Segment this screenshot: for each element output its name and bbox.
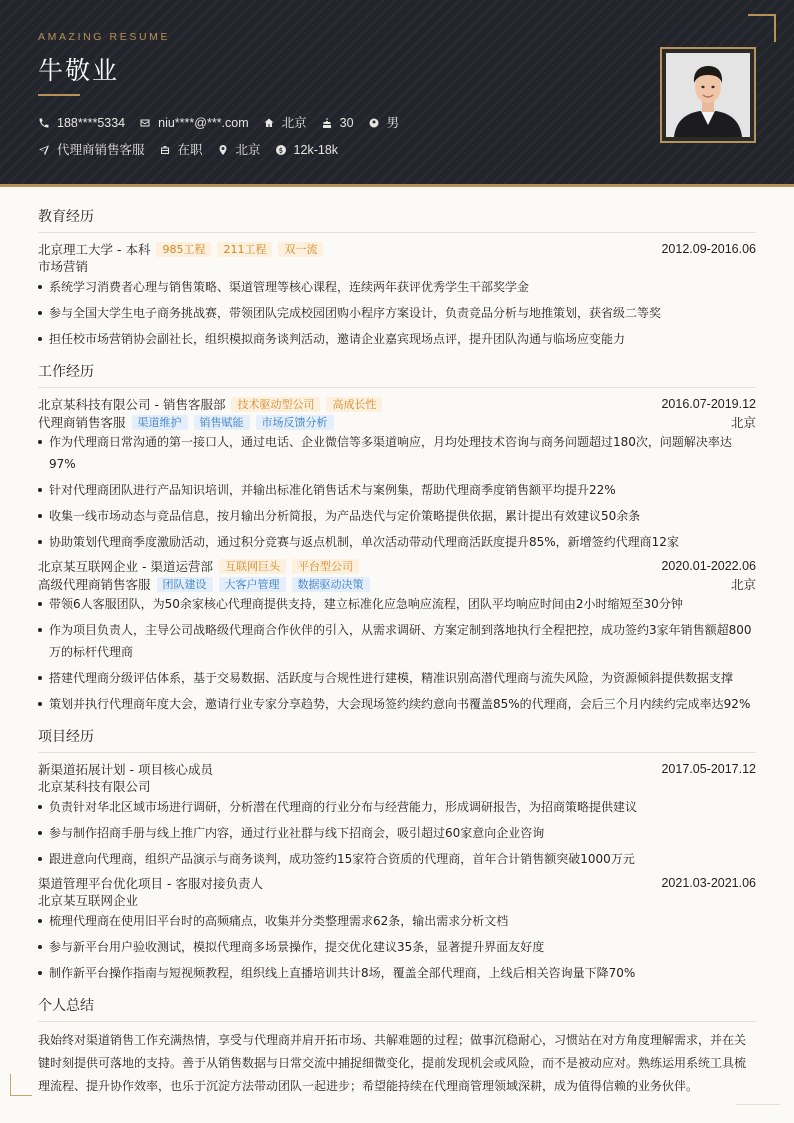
school-name: 北京理工大学 - 本科: [38, 242, 151, 257]
education-section: [38, 206, 756, 350]
skill-tag: 销售赋能: [194, 415, 250, 430]
company-tag: 技术驱动型公司: [231, 397, 320, 412]
list-item: 针对代理商团队进行产品知识培训，并输出标准化销售话术与案例集，帮助代理商季度销售额平均提升22%: [38, 479, 756, 501]
section-title: 项目经历: [38, 726, 756, 753]
entry-header: [38, 395, 756, 413]
profile-photo: [666, 53, 750, 137]
project-entry: [38, 760, 756, 870]
list-item: 跟进意向代理商，组织产品演示与商务谈判，成功签约15家符合资质的代理商，首年合计销售额突破1000万元: [38, 848, 756, 870]
candidate-name: 牛敬业: [38, 56, 120, 85]
date-range: 2012.09-2016.06: [661, 242, 756, 256]
city-text: 北京: [281, 116, 307, 130]
project-org: 北京某互联网企业: [38, 893, 139, 908]
section-title: 教育经历: [38, 206, 756, 233]
age-item: [321, 115, 354, 131]
send-icon: [38, 144, 50, 156]
profile-photo-frame: [660, 47, 756, 143]
phone-icon: [38, 117, 50, 129]
bullet-list: [38, 593, 756, 715]
list-item: 带领6人客服团队，为50余家核心代理商提供支持，建立标准化应急响应流程，团队平均响应时间由2小时缩短至30分钟: [38, 593, 756, 615]
list-item: 协助策划代理商季度激励活动，通过积分竞赛与返点机制，单次活动带动代理商活跃度提升85%，新增签约代理商12家: [38, 531, 756, 553]
gender-text: 男: [386, 116, 400, 130]
gender-icon: [368, 117, 380, 129]
skill-tag: 渠道维护: [132, 415, 188, 430]
status-item: [159, 142, 203, 158]
skill-tag: 大客户管理: [219, 577, 286, 592]
skill-tag: 市场反馈分析: [256, 415, 334, 430]
list-item: 负责针对华北区域市场进行调研，分析潜在代理商的行业分布与经营能力，形成调研报告，为招商策略提供建议: [38, 796, 756, 818]
date-range: 2016.07-2019.12: [661, 397, 756, 411]
company-tag: 平台型公司: [292, 559, 359, 574]
section-title: 个人总结: [38, 995, 756, 1022]
name-underline: [38, 94, 80, 96]
school-tag: 211工程: [217, 242, 272, 257]
resume-subtitle: AMAZING RESUME: [38, 31, 171, 43]
footer-rule: [736, 1104, 780, 1105]
entry-header: [38, 760, 756, 778]
salary-text: 12k-18k: [293, 143, 339, 157]
entry-header: [38, 557, 756, 575]
position-header: [38, 413, 756, 431]
entry-header: [38, 874, 756, 892]
city-item: [263, 115, 307, 131]
email-text: niu****@***.com: [158, 116, 249, 130]
age-icon: [321, 117, 333, 129]
date-range: 2017.05-2017.12: [661, 762, 756, 776]
project-name: 新渠道拓展计划 - 项目核心成员: [38, 762, 213, 777]
work-location: 北京: [730, 415, 756, 430]
bullet-list: [38, 796, 756, 870]
project-org: 北京某科技有限公司: [38, 779, 151, 794]
projects-section: [38, 726, 756, 984]
resume-body: [38, 206, 756, 1109]
location-icon: [217, 144, 229, 156]
position-name: 高级代理商销售客服: [38, 577, 151, 592]
list-item: 系统学习消费者心理与销售策略、渠道管理等核心课程，连续两年获评优秀学生干部奖学金: [38, 276, 756, 298]
status-text: 在职: [177, 143, 203, 157]
list-item: 收集一线市场动态与竞品信息，按月输出分析简报，为产品迭代与定价策略提供依据，累计提出有效建议50余条: [38, 505, 756, 527]
briefcase-icon: [159, 144, 171, 156]
work-entry: [38, 395, 756, 553]
target-city-text: 北京: [235, 143, 261, 157]
school-tag: 985工程: [156, 242, 211, 257]
list-item: 担任校市场营销协会副社长，组织模拟商务谈判活动，邀请企业嘉宾现场点评，提升团队沟通与临场应变能力: [38, 328, 756, 350]
position-header: [38, 575, 756, 593]
work-location: 北京: [730, 577, 756, 592]
company-name: 北京某科技有限公司 - 销售客服部: [38, 397, 226, 412]
company-tag: 互联网巨头: [219, 559, 286, 574]
target-city-item: [217, 142, 261, 158]
bullet-list: [38, 431, 756, 553]
education-entry: [38, 240, 756, 350]
list-item: 搭建代理商分级评估体系，基于交易数据、活跃度与合规性进行建模，精准识别高潜代理商与流失风险，为资源倾斜提供数据支撑: [38, 667, 756, 689]
skill-tag: 数据驱动决策: [292, 577, 370, 592]
date-range: 2020.01-2022.06: [661, 559, 756, 573]
list-item: 参与全国大学生电子商务挑战赛，带领团队完成校园团购小程序方案设计，负责竞品分析与地推策划，获省级二等奖: [38, 302, 756, 324]
target-job-item: [38, 142, 145, 158]
home-icon: [263, 117, 275, 129]
list-item: 制作新平台操作指南与短视频教程，组织线上直播培训共计8场，覆盖全部代理商，上线后相关咨询量下降70%: [38, 962, 756, 984]
list-item: 参与制作招商手册与线上推广内容，通过行业社群与线下招商会，吸引超过60家意向企业咨询: [38, 822, 756, 844]
email-item: [139, 115, 249, 131]
section-title: 工作经历: [38, 361, 756, 388]
list-item: 策划并执行代理商年度大会，邀请行业专家分享趋势，大会现场签约续约意向书覆盖85%的代理商，会后三个月内续约完成率达92%: [38, 693, 756, 715]
major: 市场营销: [38, 259, 89, 274]
age-text: 30: [339, 116, 354, 130]
corner-decoration: [10, 1074, 32, 1096]
gender-item: [368, 115, 400, 131]
work-entry: [38, 557, 756, 715]
company-name: 北京某互联网企业 - 渠道运营部: [38, 559, 213, 574]
school-tag: 双一流: [278, 242, 323, 257]
header-divider: [0, 184, 794, 187]
target-job-text: 代理商销售客服: [57, 143, 145, 157]
resume-header: [0, 0, 794, 184]
company-tag: 高成长性: [326, 397, 382, 412]
entry-header: [38, 240, 756, 258]
corner-decoration: [748, 14, 776, 42]
money-icon: [275, 144, 287, 156]
contact-row: [38, 115, 413, 131]
summary-section: [38, 995, 756, 1098]
project-entry: [38, 874, 756, 984]
avatar: [666, 53, 750, 137]
phone-text: 188****5334: [57, 116, 126, 130]
date-range: 2021.03-2021.06: [661, 876, 756, 890]
job-intent-row: [38, 142, 352, 158]
position-name: 代理商销售客服: [38, 415, 126, 430]
mail-icon: [139, 117, 151, 129]
summary-text: 我始终对渠道销售工作充满热情，享受与代理商并肩开拓市场、共解难题的过程；做事沉稳耐心，习惯站在对方角度理解需求，并在关键时刻提供可落地的支持。善于从销售数据与日常交流中捕捉细微变化，提前发现机会或风险，而不是被动应对。熟练运用系统工具梳理流程、提升协作效率，也乐于沉淀方法带动团队一起进步；希望能持续在代理商管理领域深耕，成为值得信赖的业务伙伴。: [38, 1033, 747, 1093]
list-item: 参与新平台用户验收测试，模拟代理商多场景操作，提交优化建议35条，显著提升界面友好度: [38, 936, 756, 958]
project-name: 渠道管理平台优化项目 - 客服对接负责人: [38, 876, 263, 891]
list-item: 梳理代理商在使用旧平台时的高频痛点，收集并分类整理需求62条，输出需求分析文档: [38, 910, 756, 932]
list-item: 作为代理商日常沟通的第一接口人，通过电话、企业微信等多渠道响应，月均处理技术咨询与商务问题超过180次，问题解决率达97%: [38, 431, 756, 475]
bullet-list: [38, 276, 756, 350]
phone-item: [38, 115, 125, 131]
skill-tag: 团队建设: [157, 577, 213, 592]
list-item: 作为项目负责人，主导公司战略级代理商合作伙伴的引入，从需求调研、方案定制到落地执行全程把控，成功签约3家年销售额超800万的标杆代理商: [38, 619, 756, 663]
work-section: [38, 361, 756, 715]
bullet-list: [38, 910, 756, 984]
salary-item: [275, 142, 338, 158]
